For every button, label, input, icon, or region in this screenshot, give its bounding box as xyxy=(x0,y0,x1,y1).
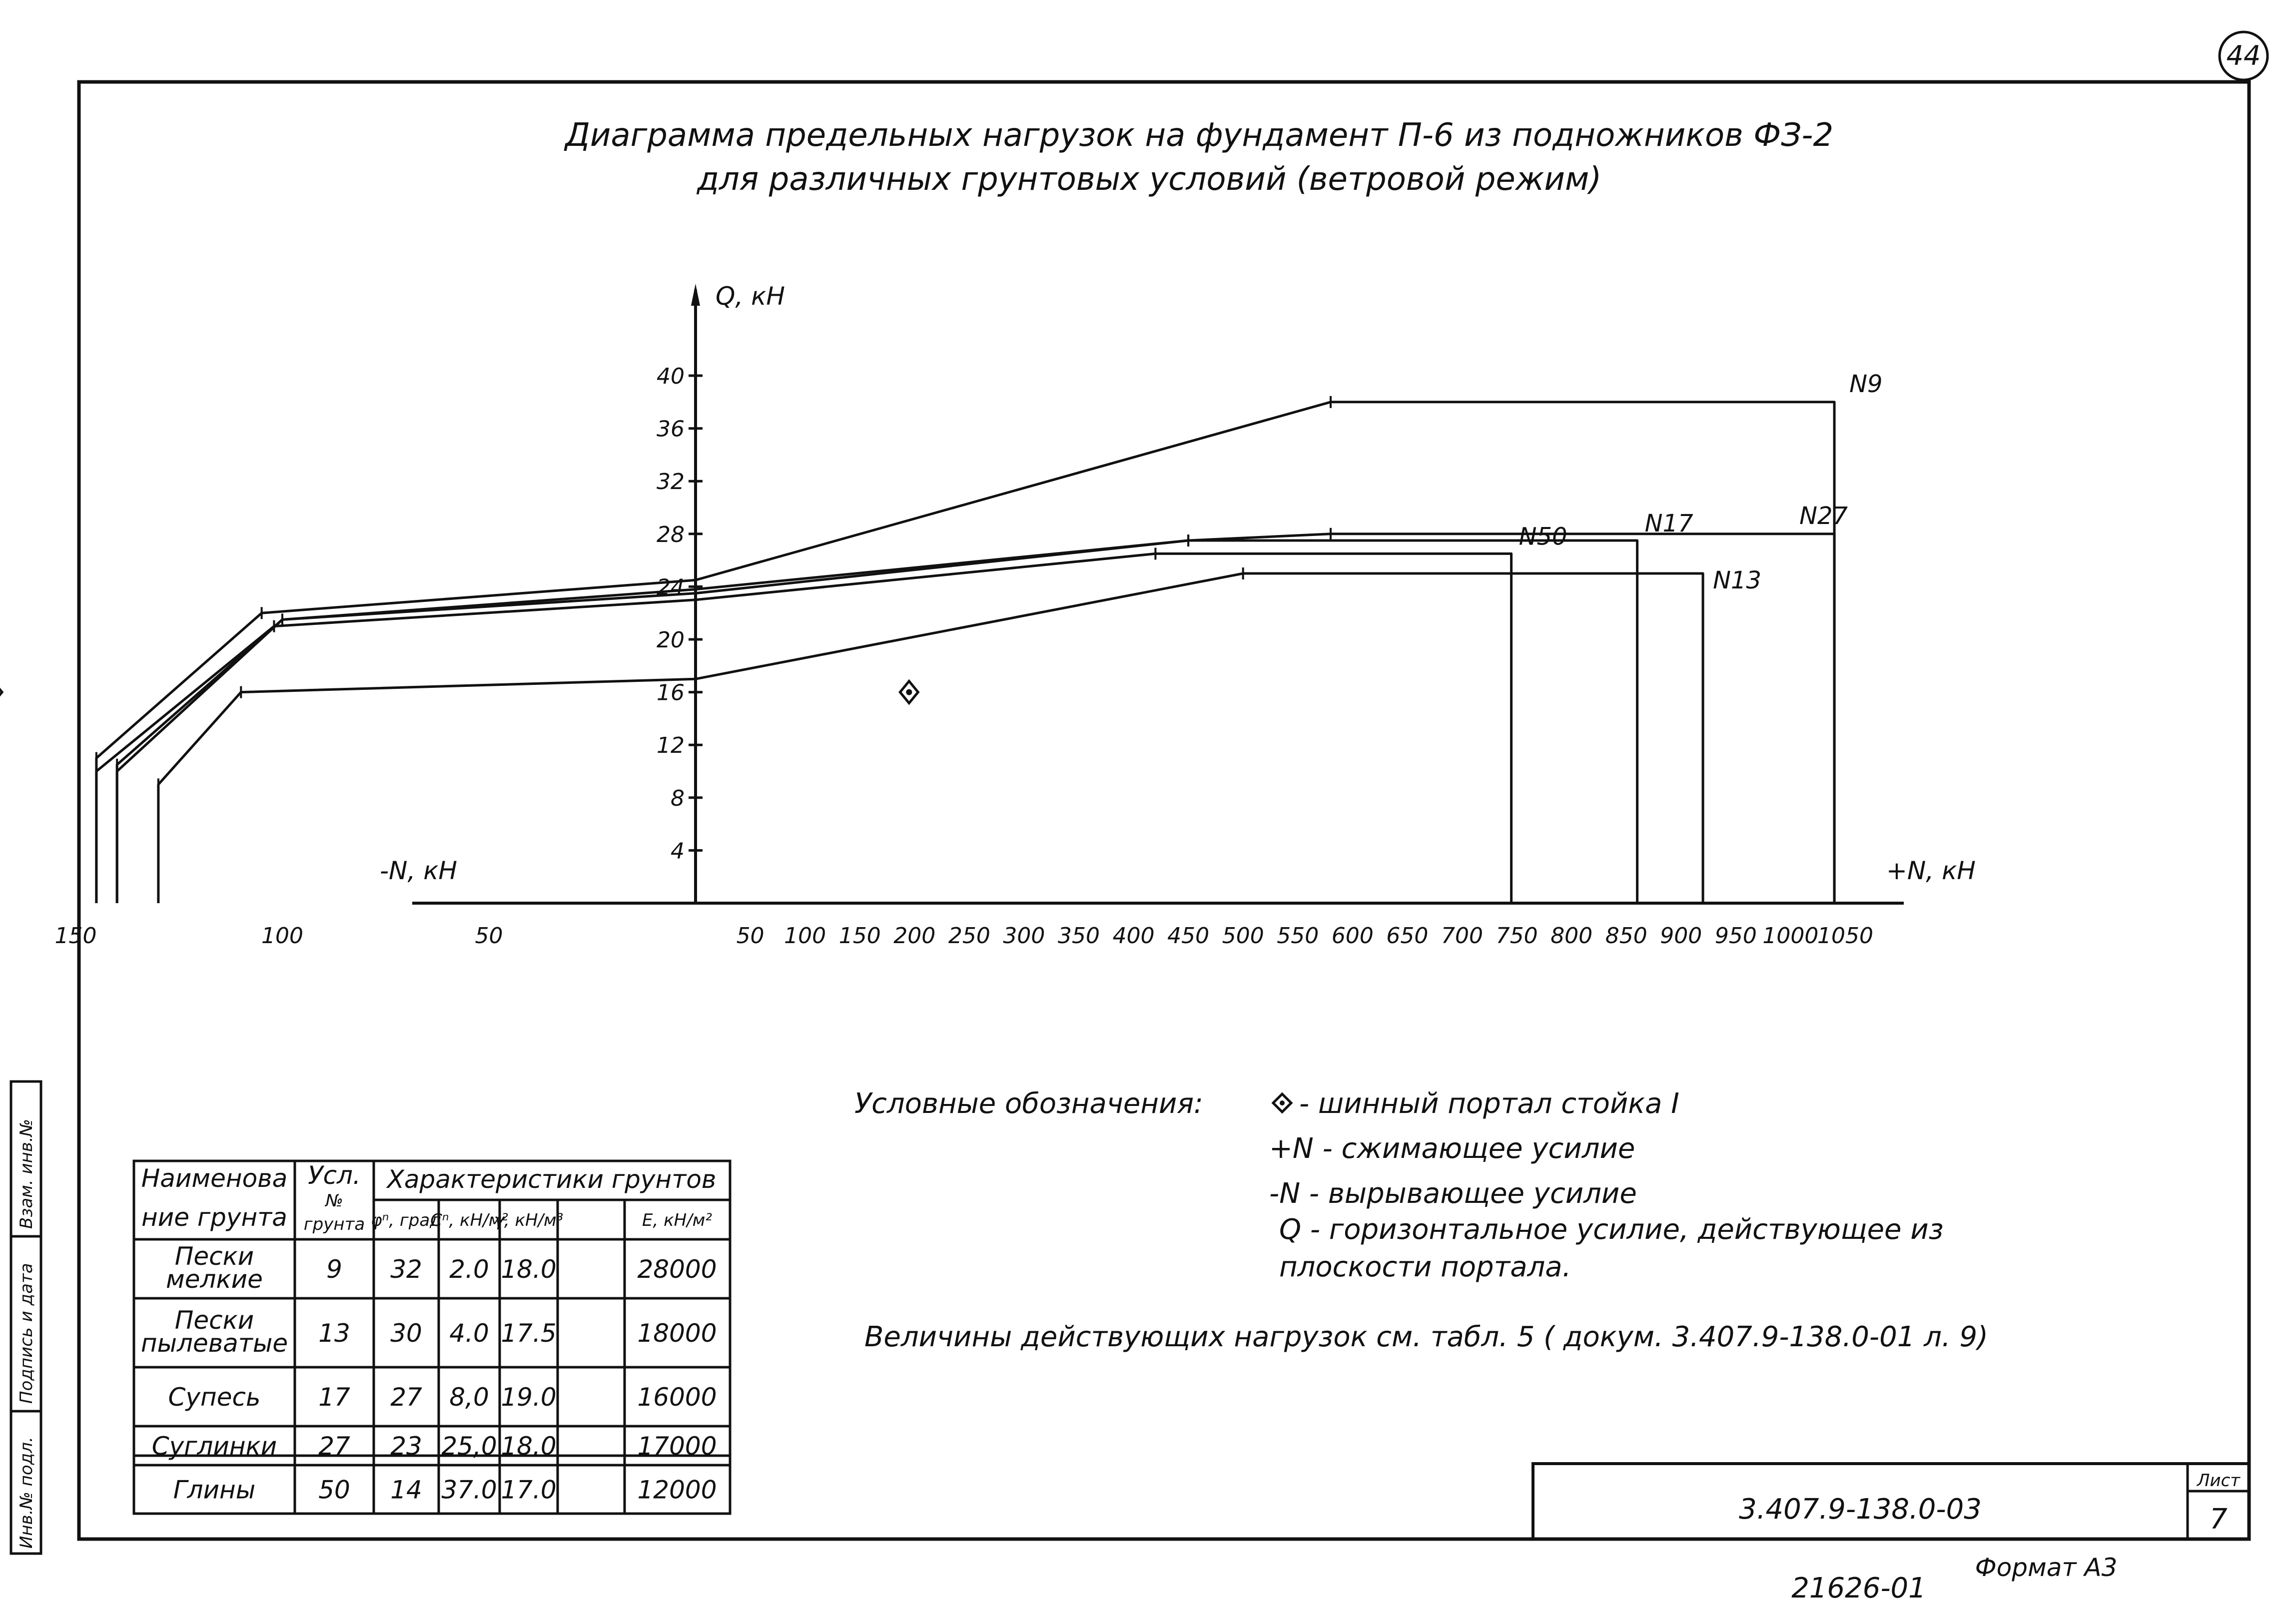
soil-e: 16000 xyxy=(637,1383,717,1412)
soil-name: пылеватые xyxy=(140,1329,288,1358)
x-tick-label-positive: 400 xyxy=(1112,923,1155,949)
table-sub-e: E, кН/м² xyxy=(642,1210,712,1230)
archive-number: 21626-01 xyxy=(1791,1572,1926,1605)
soil-num: 50 xyxy=(318,1475,350,1505)
soil-num: 17 xyxy=(318,1383,350,1412)
y-tick-label: 12 xyxy=(657,733,685,759)
soil-c: 2.0 xyxy=(449,1255,489,1284)
x-tick-label-positive: 1050 xyxy=(1817,923,1873,949)
x-tick-label-negative: 50 xyxy=(475,923,503,949)
legend xyxy=(854,1087,1988,1353)
side-stamp-inv: Инв.№ подл. xyxy=(16,1437,36,1549)
y-axis-arrow xyxy=(691,284,700,306)
curve-labels xyxy=(1519,370,1883,594)
soil-phi: 27 xyxy=(390,1383,422,1412)
soil-num: 13 xyxy=(318,1319,350,1348)
legend-minus-n: -N - вырывающее усилие xyxy=(1269,1177,1637,1210)
soil-num: 9 xyxy=(326,1255,342,1284)
x-tick-label-positive: 900 xyxy=(1660,923,1702,949)
soil-e: 12000 xyxy=(637,1475,717,1505)
curve-label-n13: N13 xyxy=(1713,566,1762,594)
soil-gamma: 19.0 xyxy=(501,1383,557,1412)
table-header-num-3: грунта xyxy=(303,1214,365,1234)
chart-markers xyxy=(0,681,918,703)
soil-gamma: 18.0 xyxy=(501,1255,557,1284)
soil-name: Пески xyxy=(174,1306,254,1335)
soil-name: Супесь xyxy=(168,1383,261,1412)
series-n13 xyxy=(158,573,1703,903)
x-tick-label-positive: 350 xyxy=(1058,923,1100,949)
x-tick-label-positive: 100 xyxy=(784,923,826,949)
y-tick-label: 36 xyxy=(657,416,685,442)
page-number-badge xyxy=(2220,32,2268,80)
table-header-name-2: ние грунта xyxy=(141,1203,287,1232)
legend-plus-n: +N - сжимающее усилие xyxy=(1269,1132,1635,1165)
x-tick-label-positive: 200 xyxy=(893,923,936,949)
y-tick-label: 4 xyxy=(671,838,685,864)
series-n27 xyxy=(117,534,1834,903)
soil-phi: 23 xyxy=(390,1432,422,1461)
table-header-name-1: Наименова xyxy=(141,1164,288,1193)
series-n9 xyxy=(96,402,1834,903)
soil-phi: 32 xyxy=(390,1255,422,1284)
x-tick-label-positive: 550 xyxy=(1277,923,1319,949)
sheet-label: Лист xyxy=(2197,1471,2241,1491)
legend-q-line-1: Q - горизонтальное усилие, действующее из xyxy=(1279,1213,1944,1246)
soil-phi: 30 xyxy=(390,1319,422,1348)
legend-diamond-text: - шинный портал стойка I xyxy=(1299,1087,1679,1120)
x-tick-label-negative: 100 xyxy=(261,923,303,949)
x-tick-label-positive: 250 xyxy=(948,923,990,949)
diamond-marker xyxy=(0,681,2,703)
curve-label-n50: N50 xyxy=(1519,523,1567,551)
side-stamp xyxy=(11,1081,41,1554)
x-tick-label-positive: 850 xyxy=(1605,923,1647,949)
series-n50 xyxy=(96,553,1512,903)
soil-num: 27 xyxy=(318,1432,350,1461)
sheet-number: 7 xyxy=(2210,1503,2228,1536)
table-header-num-1: Усл. xyxy=(308,1161,361,1190)
title-line-2: для различных грунтовых условий (ветровой режим) xyxy=(697,161,1602,198)
y-tick-label: 32 xyxy=(657,469,685,495)
soil-gamma: 17.5 xyxy=(501,1319,557,1348)
y-tick-label: 8 xyxy=(671,785,685,811)
side-stamp-signature: Подпись и дата xyxy=(16,1263,36,1404)
curve-label-n27: N27 xyxy=(1799,502,1848,530)
y-tick-label: 40 xyxy=(657,364,685,389)
soil-name: Глины xyxy=(173,1475,256,1505)
chart-series xyxy=(96,396,1834,903)
x-tick-label-positive: 50 xyxy=(736,923,765,949)
curve-label-n17: N17 xyxy=(1644,510,1693,537)
table-header-num-2: № xyxy=(325,1191,343,1211)
side-stamp-replace: Взам. инв.№ xyxy=(16,1118,36,1229)
x-tick-label-positive: 150 xyxy=(838,923,881,949)
y-tick-label: 28 xyxy=(657,522,685,547)
load-diagram xyxy=(0,282,1976,949)
x-axis-label-positive: +N, кН xyxy=(1886,856,1976,885)
x-tick-label-positive: 450 xyxy=(1167,923,1210,949)
legend-diamond-dot xyxy=(1280,1100,1285,1105)
x-tick-label-positive: 1000 xyxy=(1762,923,1819,949)
x-tick-label-negative: 150 xyxy=(54,923,97,949)
soil-e: 17000 xyxy=(637,1432,717,1461)
soil-e: 18000 xyxy=(637,1319,717,1348)
x-tick-label-positive: 700 xyxy=(1441,923,1483,949)
x-ticks xyxy=(0,923,1873,949)
soil-c: 4.0 xyxy=(449,1319,489,1348)
y-tick-label: 20 xyxy=(657,627,685,653)
format-label: Формат А3 xyxy=(1975,1553,2118,1582)
table-sub-phi: φⁿ, град xyxy=(371,1210,442,1230)
table-header-group: Характеристики грунтов xyxy=(387,1165,717,1194)
soil-table xyxy=(134,1161,730,1514)
soil-gamma: 17.0 xyxy=(501,1475,557,1505)
x-tick-label-positive: 600 xyxy=(1331,923,1374,949)
soil-name: Суглинки xyxy=(151,1432,277,1461)
soil-gamma: 18.0 xyxy=(501,1432,557,1461)
y-tick-label: 24 xyxy=(657,574,685,600)
series-n17 xyxy=(117,540,1637,903)
y-tick-label: 16 xyxy=(657,680,685,706)
soil-name: Пески xyxy=(174,1242,254,1271)
table-sub-gamma: γ, кН/м³ xyxy=(494,1210,564,1230)
legend-note: Величины действующих нагрузок см. табл. 5 ( докум. 3.407.9-138.0-01 л. 9) xyxy=(864,1321,1988,1353)
x-tick-label-positive: 950 xyxy=(1714,923,1757,949)
soil-phi: 14 xyxy=(390,1475,422,1505)
legend-q-line-2: плоскости портала. xyxy=(1279,1251,1571,1283)
y-axis-label: Q, кН xyxy=(716,282,785,311)
table-sub-c: Cⁿ, кН/м² xyxy=(430,1210,508,1230)
soil-c: 37.0 xyxy=(441,1475,497,1505)
x-tick-label-positive: 750 xyxy=(1496,923,1538,949)
page-number: 44 xyxy=(2226,40,2261,71)
x-tick-label-positive: 300 xyxy=(1003,923,1045,949)
legend-heading: Условные обозначения: xyxy=(854,1087,1203,1120)
x-axis-label-negative: -N, кН xyxy=(380,856,458,885)
title-block xyxy=(1533,1464,2249,1539)
soil-name: мелкие xyxy=(166,1265,263,1294)
doc-code: 3.407.9-138.0-03 xyxy=(1739,1493,1982,1526)
x-tick-label-positive: 650 xyxy=(1386,923,1429,949)
x-tick-label-positive: 800 xyxy=(1550,923,1593,949)
diamond-marker-dot xyxy=(906,689,912,695)
title-line-1: Диаграмма предельных нагрузок на фундамент П-6 из подножников ФЗ-2 xyxy=(565,117,1834,154)
x-tick-label-positive: 500 xyxy=(1222,923,1264,949)
soil-e: 28000 xyxy=(637,1255,717,1284)
soil-c: 8,0 xyxy=(449,1383,489,1412)
curve-label-n9: N9 xyxy=(1849,370,1883,398)
soil-c: 25,0 xyxy=(441,1432,497,1461)
